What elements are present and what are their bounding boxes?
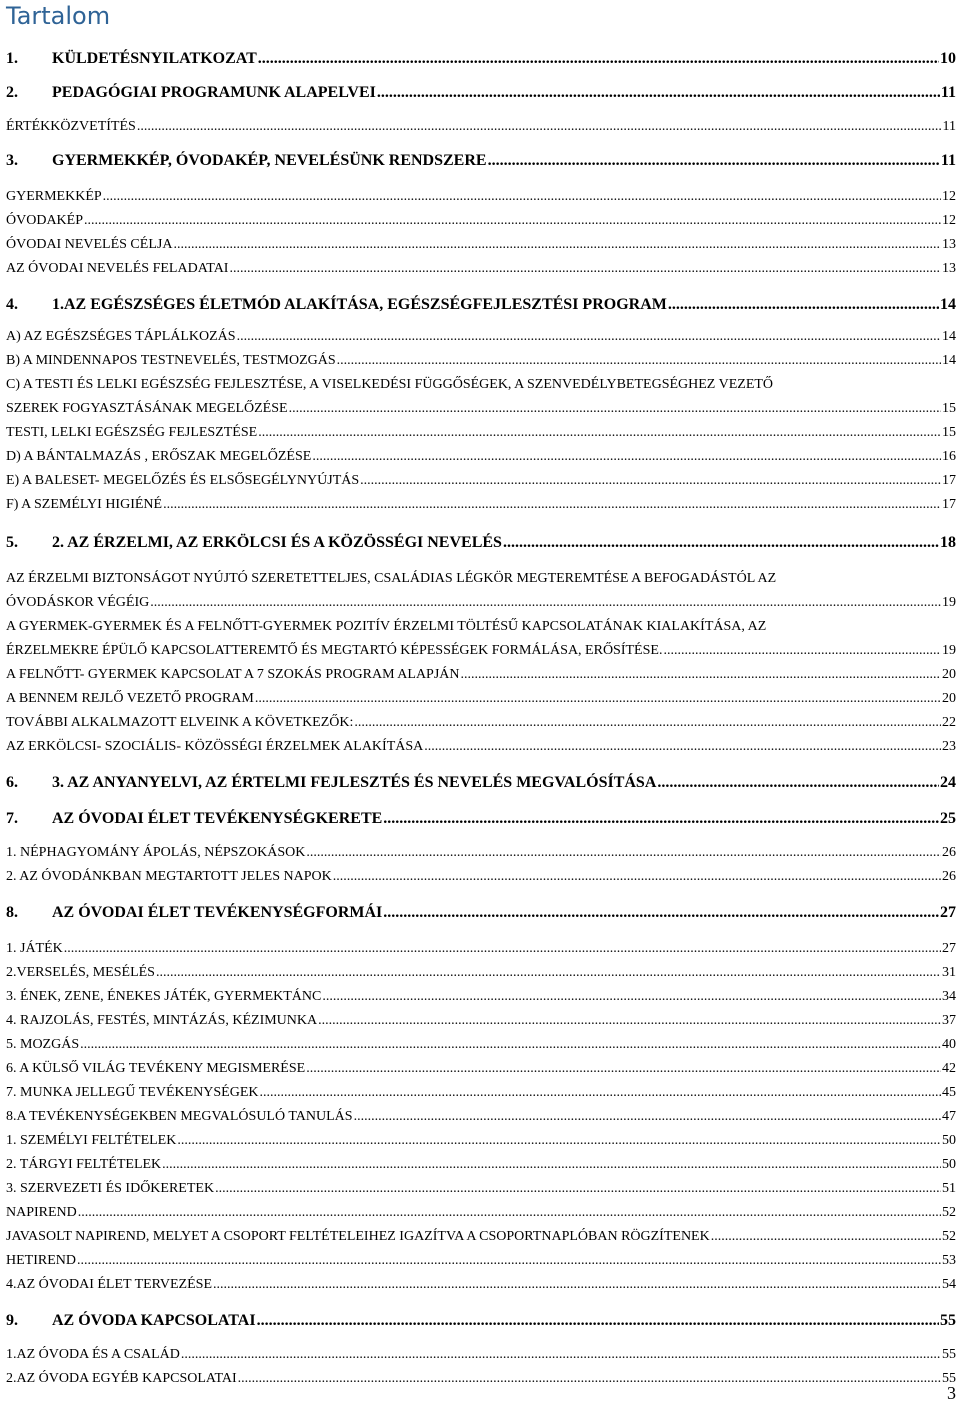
toc-entry-page: 27 xyxy=(940,904,956,921)
toc-leader-dots xyxy=(173,236,941,254)
toc-title: Tartalom xyxy=(6,2,111,30)
toc-entry-text: ÓVODÁSKOR VÉGÉIG xyxy=(6,595,150,610)
toc-entry-text: 1. NÉPHAGYOMÁNY ÁPOLÁS, NÉPSZOKÁSOK xyxy=(6,845,306,860)
toc-entry-page: 14 xyxy=(942,353,956,368)
toc-entry-number: 3. xyxy=(6,152,18,169)
toc-entry-page: 50 xyxy=(942,1157,956,1172)
toc-leader-dots xyxy=(333,868,941,886)
toc-entry[interactable] xyxy=(6,152,956,170)
toc-leader-dots xyxy=(80,1036,941,1054)
toc-entry[interactable] xyxy=(6,260,956,278)
toc-leader-dots xyxy=(503,534,939,552)
toc-entry[interactable] xyxy=(6,1036,956,1054)
toc-entry-number: 7. xyxy=(6,810,18,827)
toc-leader-dots xyxy=(289,400,941,418)
toc-entry-text: 5. MOZGÁS xyxy=(6,1037,80,1052)
toc-leader-dots xyxy=(461,666,941,684)
toc-leader-dots xyxy=(162,1156,941,1174)
toc-entry[interactable] xyxy=(6,448,956,466)
toc-entry-page: 24 xyxy=(940,774,956,791)
toc-entry-text: ÉRTÉKKÖZVETÍTÉS xyxy=(6,119,136,134)
toc-entry-page: 15 xyxy=(942,401,956,416)
toc-entry-page: 50 xyxy=(942,1133,956,1148)
toc-entry-text: 8.A TEVÉKENYSÉGEKBEN MEGVALÓSULÓ TANULÁS xyxy=(6,1109,353,1124)
toc-leader-dots xyxy=(257,1312,939,1330)
toc-entry-text: AZ ÓVODAI ÉLET TEVÉKENYSÉGKERETE xyxy=(52,810,383,827)
toc-entry[interactable] xyxy=(6,964,956,982)
toc-entry-text: JAVASOLT NAPIREND, MELYET A CSOPORT FELTÉTELEIHEZ IGAZÍTVA A CSOPORTNAPLÓBAN RÖGZÍTENEK xyxy=(6,1229,710,1244)
toc-entry[interactable] xyxy=(6,690,956,708)
toc-entry-text: NAPIREND xyxy=(6,1205,77,1220)
toc-leader-dots xyxy=(215,1180,941,1198)
toc-entry[interactable] xyxy=(6,868,956,886)
toc-leader-dots xyxy=(103,188,941,206)
toc-entry[interactable] xyxy=(6,1204,956,1222)
toc-leader-dots xyxy=(337,352,941,370)
toc-entry[interactable] xyxy=(6,296,956,314)
toc-entry[interactable] xyxy=(6,534,956,552)
toc-entry-page: 10 xyxy=(940,50,956,67)
toc-entry-page: 54 xyxy=(942,1277,956,1292)
toc-leader-dots xyxy=(668,296,939,314)
toc-leader-dots xyxy=(156,964,941,982)
toc-entry-page: 42 xyxy=(942,1061,956,1076)
toc-entry[interactable] xyxy=(6,188,956,206)
toc-leader-dots xyxy=(260,1084,942,1102)
toc-entry-number: 8. xyxy=(6,904,18,921)
toc-leader-dots xyxy=(306,844,941,862)
toc-entry-text: A GYERMEK-GYERMEK ÉS A FELNŐTT-GYERMEK POZITÍV ÉRZELMI TÖLTÉSŰ KAPCSOLATÁNAK KIALAKÍTÁSA, AZ xyxy=(6,619,767,634)
toc-entry[interactable] xyxy=(6,352,956,370)
toc-entry-page: 55 xyxy=(942,1371,956,1386)
toc-entry-text: SZEREK FOGYASZTÁSÁNAK MEGELŐZÉSE xyxy=(6,401,288,416)
toc-entry[interactable] xyxy=(6,424,956,442)
toc-entry-text: 2. AZ ÓVODÁNKBAN MEGTARTOTT JELES NAPOK xyxy=(6,869,332,884)
toc-leader-dots xyxy=(238,1370,941,1388)
toc-entry-number: 4. xyxy=(6,296,18,313)
toc-entry[interactable] xyxy=(6,1370,956,1388)
toc-entry-text: 4. RAJZOLÁS, FESTÉS, MINTÁZÁS, KÉZIMUNKA xyxy=(6,1013,318,1028)
toc-entry[interactable] xyxy=(6,50,956,68)
toc-leader-dots xyxy=(78,1204,941,1222)
toc-entry-page: 31 xyxy=(942,965,956,980)
toc-entry[interactable] xyxy=(6,642,956,660)
toc-entry-page: 25 xyxy=(940,810,956,827)
toc-entry-page: 17 xyxy=(942,473,956,488)
toc-entry[interactable] xyxy=(6,618,956,636)
toc-leader-dots xyxy=(150,594,941,612)
toc-entry[interactable] xyxy=(6,774,956,792)
toc-entry[interactable] xyxy=(6,1346,956,1364)
toc-entry[interactable] xyxy=(6,236,956,254)
toc-entry-page: 17 xyxy=(942,497,956,512)
toc-entry-text: D) A BÁNTALMAZÁS , ERŐSZAK MEGELŐZÉSE xyxy=(6,449,312,464)
toc-entry-text: ÓVODAI NEVELÉS CÉLJA xyxy=(6,237,173,252)
toc-entry-text: A) AZ EGÉSZSÉGES TÁPLÁLKOZÁS xyxy=(6,329,236,344)
toc-entry-number: 1. xyxy=(6,50,18,67)
toc-leader-dots xyxy=(84,212,941,230)
toc-entry-text: A BENNEM REJLŐ VEZETŐ PROGRAM xyxy=(6,691,254,706)
toc-entry-page: 55 xyxy=(942,1347,956,1362)
toc-leader-dots xyxy=(181,1346,941,1364)
toc-entry[interactable] xyxy=(6,1132,956,1150)
toc-entry-text: AZ ÉRZELMI BIZTONSÁGOT NYÚJTÓ SZERETETTELJES, CSALÁDIAS LÉGKÖR MEGTEREMTÉSE A BEFOGADÁSTÓL AZ xyxy=(6,571,777,586)
toc-entry[interactable] xyxy=(6,1156,956,1174)
toc-entry-page: 27 xyxy=(942,941,956,956)
toc-entry[interactable] xyxy=(6,988,956,1006)
toc-leader-dots xyxy=(213,1276,941,1294)
toc-entry-page: 23 xyxy=(942,739,956,754)
toc-leader-dots xyxy=(312,448,941,466)
toc-leader-dots xyxy=(383,904,939,922)
toc-leader-dots xyxy=(237,328,941,346)
toc-entry-page: 37 xyxy=(942,1013,956,1028)
toc-entry-text: TOVÁBBI ALKALMAZOTT ELVEINK A KÖVETKEZŐK: xyxy=(6,715,354,730)
toc-entry[interactable] xyxy=(6,904,956,922)
toc-entry-text: 2.VERSELÉS, MESÉLÉS xyxy=(6,965,155,980)
toc-entry-page: 20 xyxy=(942,691,956,706)
toc-entry[interactable] xyxy=(6,570,956,588)
toc-leader-dots xyxy=(360,472,941,490)
toc-entry-text: AZ ERKÖLCSI- SZOCIÁLIS- KÖZÖSSÉGI ÉRZELMEK ALAKÍTÁSA xyxy=(6,739,424,754)
toc-entry-text: 3. AZ ANYANYELVI, AZ ÉRTELMI FEJLESZTÉS ÉS NEVELÉS MEGVALÓSÍTÁSA xyxy=(52,774,657,791)
toc-entry-text: 3. SZERVEZETI ÉS IDŐKERETEK xyxy=(6,1181,215,1196)
toc-entry-number: 2. xyxy=(6,84,18,101)
toc-leader-dots xyxy=(377,84,940,102)
toc-leader-dots xyxy=(354,1108,941,1126)
toc-entry[interactable] xyxy=(6,714,956,732)
toc-entry[interactable] xyxy=(6,212,956,230)
toc-leader-dots xyxy=(77,1252,941,1270)
toc-entry-text: 3. ÉNEK, ZENE, ÉNEKES JÁTÉK, GYERMEKTÁNC xyxy=(6,989,322,1004)
toc-leader-dots xyxy=(383,810,939,828)
toc-entry-text: F) A SZEMÉLYI HIGIÉNÉ xyxy=(6,497,163,512)
toc-leader-dots xyxy=(663,642,941,660)
toc-leader-dots xyxy=(177,1132,941,1150)
toc-entry-number: 9. xyxy=(6,1312,18,1329)
toc-entry-text: 2. AZ ÉRZELMI, AZ ERKÖLCSI ÉS A KÖZÖSSÉGI NEVELÉS xyxy=(52,534,502,551)
toc-entry[interactable] xyxy=(6,1312,956,1330)
toc-entry[interactable] xyxy=(6,472,956,490)
toc-entry-page: 15 xyxy=(942,425,956,440)
toc-entry-page: 26 xyxy=(942,845,956,860)
toc-entry-page: 13 xyxy=(942,237,956,252)
toc-entry-text: E) A BALESET- MEGELŐZÉS ÉS ELSŐSEGÉLYNYÚJTÁS xyxy=(6,473,360,488)
toc-entry-page: 13 xyxy=(942,261,956,276)
toc-entry-page: 20 xyxy=(942,667,956,682)
toc-entry-page: 11 xyxy=(942,119,956,134)
toc-entry-text: PEDAGÓGIAI PROGRAMUNK ALAPELVEI xyxy=(52,84,376,101)
toc-entry-page: 34 xyxy=(942,989,956,1004)
toc-entry[interactable] xyxy=(6,666,956,684)
toc-entry-page: 14 xyxy=(942,329,956,344)
toc-entry[interactable] xyxy=(6,940,956,958)
toc-leader-dots xyxy=(711,1228,941,1246)
toc-leader-dots xyxy=(258,50,939,68)
toc-entry-text: TESTI, LELKI EGÉSZSÉG FEJLESZTÉSE xyxy=(6,425,258,440)
toc-entry-text: HETIREND xyxy=(6,1253,76,1268)
toc-leader-dots xyxy=(137,118,942,136)
toc-entry[interactable] xyxy=(6,1060,956,1078)
toc-entry-text: 7. MUNKA JELLEGŰ TEVÉKENYSÉGEK xyxy=(6,1085,259,1100)
toc-entry-text: AZ ÓVODAI ÉLET TEVÉKENYSÉGFORMÁI xyxy=(52,904,383,921)
toc-entry-text: 1.AZ ÓVODA ÉS A CSALÁD xyxy=(6,1347,180,1362)
toc-entry-page: 51 xyxy=(942,1181,956,1196)
toc-entry-page: 40 xyxy=(942,1037,956,1052)
toc-entry[interactable] xyxy=(6,1276,956,1294)
toc-entry-page: 53 xyxy=(942,1253,956,1268)
toc-leader-dots xyxy=(488,152,940,170)
toc-leader-dots xyxy=(657,774,939,792)
toc-entry[interactable] xyxy=(6,810,956,828)
toc-entry[interactable] xyxy=(6,376,956,394)
toc-entry[interactable] xyxy=(6,400,956,418)
toc-entry-text: ÉRZELMEKRE ÉPÜLŐ KAPCSOLATTEREMTŐ ÉS MEGTARTÓ KÉPESSÉGEK FORMÁLÁSA, ERŐSÍTÉSE. xyxy=(6,643,663,658)
toc-entry-text: KÜLDETÉSNYILATKOZAT xyxy=(52,50,257,67)
toc-entry[interactable] xyxy=(6,738,956,756)
toc-entry[interactable] xyxy=(6,328,956,346)
toc-entry-page: 52 xyxy=(942,1205,956,1220)
toc-entry[interactable] xyxy=(6,1108,956,1126)
toc-entry[interactable] xyxy=(6,844,956,862)
toc-entry-page: 11 xyxy=(940,152,956,169)
toc-entry-page: 55 xyxy=(940,1312,956,1329)
toc-entry-page: 22 xyxy=(942,715,956,730)
toc-leader-dots xyxy=(318,1012,941,1030)
toc-leader-dots xyxy=(322,988,941,1006)
toc-entry-text: 4.AZ ÓVODAI ÉLET TERVEZÉSE xyxy=(6,1277,213,1292)
toc-entry-text: A FELNŐTT- GYERMEK KAPCSOLAT A 7 SZOKÁS PROGRAM ALAPJÁN xyxy=(6,667,460,682)
toc-entry-text: AZ ÓVODAI NEVELÉS FELADATAI xyxy=(6,261,229,276)
toc-entry-text: 1. JÁTÉK xyxy=(6,941,63,956)
page-number: 3 xyxy=(947,1383,956,1403)
toc-entry[interactable] xyxy=(6,118,956,136)
toc-leader-dots xyxy=(64,940,941,958)
toc-entry-text: 2.AZ ÓVODA EGYÉB KAPCSOLATAI xyxy=(6,1371,237,1386)
toc-entry-page: 11 xyxy=(940,84,956,101)
toc-entry-number: 5. xyxy=(6,534,18,551)
toc-leader-dots xyxy=(306,1060,941,1078)
toc-entry-text: AZ ÓVODA KAPCSOLATAI xyxy=(52,1312,256,1329)
toc-entry-text: ÓVODAKÉP xyxy=(6,213,83,228)
toc-entry[interactable] xyxy=(6,1228,956,1246)
toc-entry-page: 16 xyxy=(942,449,956,464)
toc-entry-text: 2. TÁRGYI FELTÉTELEK xyxy=(6,1157,162,1172)
toc-entry-page: 14 xyxy=(940,296,956,313)
toc-entry-text: B) A MINDENNAPOS TESTNEVELÉS, TESTMOZGÁS xyxy=(6,353,336,368)
toc-entry-page: 45 xyxy=(942,1085,956,1100)
toc-entry[interactable] xyxy=(6,496,956,514)
toc-entry-page: 52 xyxy=(942,1229,956,1244)
toc-entry-text: 1. SZEMÉLYI FELTÉTELEK xyxy=(6,1133,177,1148)
toc-entry-number: 6. xyxy=(6,774,18,791)
toc-entry-text: 6. A KÜLSŐ VILÁG TEVÉKENY MEGISMERÉSE xyxy=(6,1061,306,1076)
toc-leader-dots xyxy=(424,738,941,756)
toc-entry-page: 18 xyxy=(940,534,956,551)
toc-entry-page: 26 xyxy=(942,869,956,884)
toc-entry-page: 47 xyxy=(942,1109,956,1124)
toc-entry-page: 12 xyxy=(942,213,956,228)
toc-leader-dots xyxy=(354,714,941,732)
toc-entry-page: 19 xyxy=(942,643,956,658)
toc-entry-text: GYERMEKKÉP xyxy=(6,189,102,204)
toc-entry[interactable] xyxy=(6,1084,956,1102)
toc-entry-text: C) A TESTI ÉS LELKI EGÉSZSÉG FEJLESZTÉSE, A VISELKEDÉSI FÜGGŐSÉGEK, A SZENVEDÉLYBETEGSÉGHEZ VEZETŐ xyxy=(6,377,774,392)
toc-entry[interactable] xyxy=(6,594,956,612)
toc-leader-dots xyxy=(229,260,941,278)
toc-entry-page: 19 xyxy=(942,595,956,610)
toc-entry-text: GYERMEKKÉP, ÓVODAKÉP, NEVELÉSÜNK RENDSZERE xyxy=(52,152,487,169)
toc-leader-dots xyxy=(255,690,941,708)
toc-leader-dots xyxy=(163,496,941,514)
toc-entry-page: 12 xyxy=(942,189,956,204)
toc-entry[interactable] xyxy=(6,84,956,102)
toc-entry[interactable] xyxy=(6,1012,956,1030)
toc-entry[interactable] xyxy=(6,1180,956,1198)
toc-entry[interactable] xyxy=(6,1252,956,1270)
toc-entry-text: 1.AZ EGÉSZSÉGES ÉLETMÓD ALAKÍTÁSA, EGÉSZSÉGFEJLESZTÉSI PROGRAM xyxy=(52,296,667,313)
toc-leader-dots xyxy=(258,424,941,442)
